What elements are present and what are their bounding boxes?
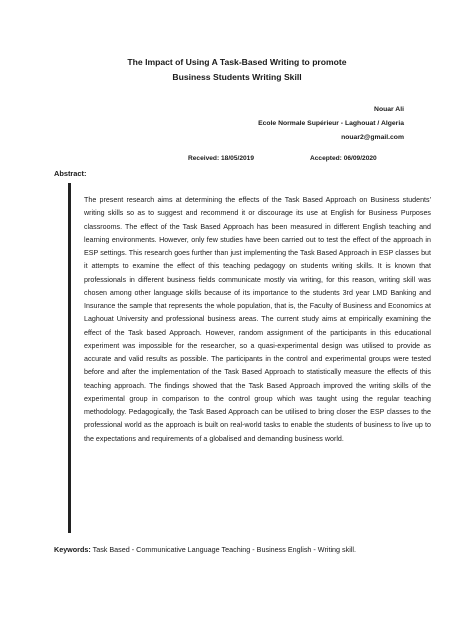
paper-title-line-1: The Impact of Using A Task-Based Writing to promote: [127, 57, 347, 67]
abstract-heading: Abstract:: [54, 169, 87, 178]
author-email: nouar2@gmail.com: [341, 134, 404, 141]
author-name: Nouar Ali: [374, 106, 404, 113]
keywords-line: [54, 544, 434, 556]
received-date: Received: 18/05/2019: [188, 155, 254, 162]
keywords-text: Task Based - Communicative Language Teaching - Business English - Writing skill.: [90, 545, 357, 554]
accepted-date: Accepted: 06/09/2020: [310, 155, 377, 162]
paper-title-line-2: Business Students Writing Skill: [172, 72, 302, 82]
abstract-body: The present research aims at determining the effects of the Task Based Approach on Business students' writing skills so as to suggest and recommend it or discourage its use at English for Business Purposes classrooms. The effect of the Task Based Approach has been measured in different English teaching and learning environments. However, only few studies have been carried out to test the effect of the approach in ESP settings. This research goes further than just implementing the Task Based Approach in ESP classes but it attempts to examine the effect of this teaching pedagogy on students writing skills. It is known that professionals in different business fields communicate mostly via writing, for this reason, writing skill was chosen among other language skills because of its importance to the students 3rd year LMD Banking and Insurance the sample that represents the whole population, that is, the Faculty of Business and Economics at Laghouat University and professional business areas. The current study aims at empirically examining the effect of the Task based Approach. However, random assignment of the participants in this educational experiment was impossible for the researcher, so a quasi-experimental design was utilised to provide as accurate and valid results as possible. The participants in the control and experimental groups were tested before and after the implementation of the Task Based Approach to statistically measure the effects of this teaching approach. The findings showed that the Task Based Approach improved the writing skills of the experimental group in comparison to the control group which was taught using the regular teaching methodology. Pedagogically, the Task Based Approach can be utilised to bring closer the ESP classes to the professional world as the approach is built on real-world tasks to enable the students of business to live up to the expectations and requirements of a globalised and demanding business world.: [84, 196, 431, 443]
abstract-left-rule: [68, 183, 71, 533]
author-affiliation: Ecole Normale Supérieur - Laghouat / Algeria: [258, 120, 404, 127]
keywords-label: Keywords:: [54, 545, 91, 554]
